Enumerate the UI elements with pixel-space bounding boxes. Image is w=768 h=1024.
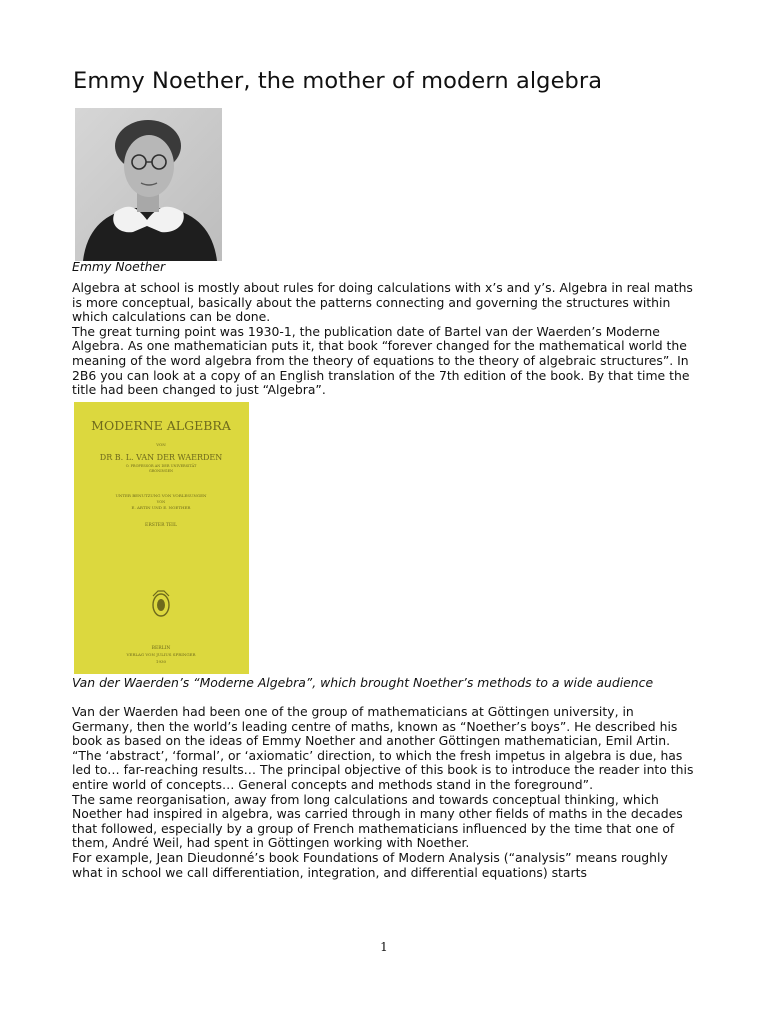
body-paragraph-3: The same reorganisation, away from long calculations and towards conceptual thinking, which Noether had inspired in algebra, was carried through in many other fields of maths in the decades that followed, especially by a group of French mathematicians influenced by the time that one of them, André Weil, had spent in Göttingen working with Noether. — [72, 791, 683, 851]
emmy-noether-portrait — [75, 108, 222, 261]
book-cover-of: VON — [156, 500, 166, 504]
body-paragraph-1: Van der Waerden had been one of the group of mathematicians at Göttingen university, in Germany, then the world’s leading centre of maths, known as “Noether’s boys”. He described his book as based on the ideas of Emmy Noether and another Göttingen mathematician, Emil Artin. — [72, 704, 678, 749]
book-cover-title: MODERNE ALGEBRA — [91, 418, 231, 433]
book-caption: Van der Waerden’s “Moderne Algebra”, which brought Noether’s methods to a wide audience — [72, 675, 654, 690]
intro-paragraph-1: Algebra at school is mostly about rules for doing calculations with x’s and y’s. Algebra in real maths is more conceptual, basically about the patterns connecting and governing the structures within which calculations can be done. — [72, 280, 693, 325]
document-title: Emmy Noether, the mother of modern algebra — [73, 68, 603, 94]
book-cover-city: BERLIN — [151, 646, 171, 651]
intro-text — [72, 281, 698, 398]
book-cover-contributors: E. ARTIN UND E. NOETHER — [131, 505, 191, 510]
book-cover-year: 1930 — [155, 659, 167, 664]
body-paragraph-2: “The ‘abstract’, ‘formal’, or ‘axiomatic’ direction, to which the fresh impetus in algebra is due, has led to… far-reaching results… The principal objective of this book is to introduce the reader into this entire world of concepts… General concepts and methods stand in the foreground”. — [72, 747, 694, 792]
body-paragraph-4: For example, Jean Dieudonné’s book Foundations of Modern Analysis (“analysis” means roughly what in school we call differentiation, integration, and differential equations) starts — [72, 849, 668, 880]
book-cover-publisher: VERLAG VON JULIUS SPRINGER — [126, 652, 196, 657]
body-text — [72, 705, 698, 880]
book-cover-author: DR B. L. VAN DER WAERDEN — [99, 453, 223, 462]
book-cover-part: ERSTER TEIL — [145, 523, 177, 528]
book-cover-subtitle: UNTER BENUTZUNG VON VORLESUNGEN — [115, 493, 207, 498]
book-cover-image — [74, 402, 249, 674]
intro-paragraph-2: The great turning point was 1930-1, the publication date of Bartel van der Waerden’s Moderne Algebra. As one mathematician puts it, that book “forever changed for the mathematical world the meaning of the word algebra from the theory of equations to the theory of algebraic structures”. In 2B6 you can look at a copy of an English translation of the 7th edition of the book. By that time the title had been changed to just “Algebra”. — [72, 323, 690, 398]
photo-caption: Emmy Noether — [72, 259, 166, 274]
book-cover-author-line-2: O. PROFESSOR AN DER UNIVERSITÄT — [125, 464, 197, 468]
book-cover-author-line-3: GRONINGEN — [148, 469, 174, 473]
portrait-image — [75, 108, 222, 261]
book-cover-by: VON — [156, 442, 166, 447]
page-number: 1 — [380, 940, 388, 954]
moderne-algebra-book-cover — [74, 402, 249, 674]
